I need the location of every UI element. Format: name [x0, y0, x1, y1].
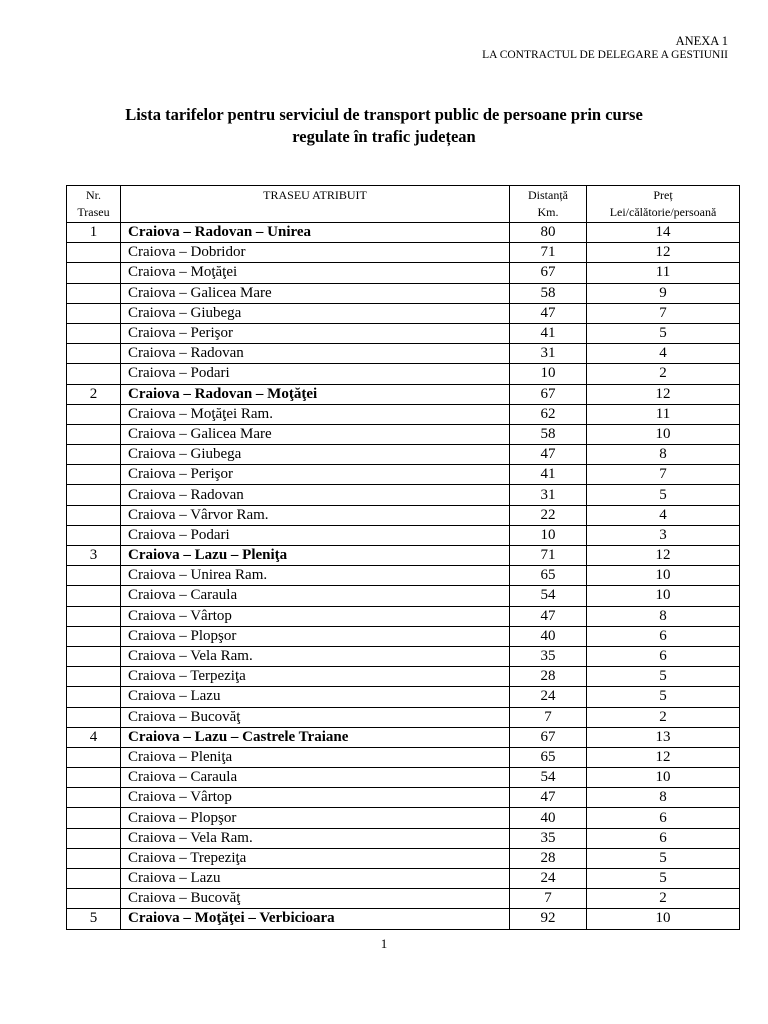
cell-distance: 47: [510, 788, 587, 808]
cell-distance: 92: [510, 909, 587, 929]
table-row: [67, 525, 740, 545]
cell-price: 6: [587, 626, 740, 646]
cell-route: Craiova – Radovan – Unirea: [121, 223, 510, 243]
table-row-main-route: [67, 223, 740, 243]
header-price: [587, 186, 740, 223]
cell-price: 5: [587, 848, 740, 868]
header-distance-line1: Distanță: [528, 188, 568, 202]
cell-distance: 54: [510, 586, 587, 606]
table-row: [67, 808, 740, 828]
cell-nr: [67, 566, 121, 586]
cell-nr: [67, 808, 121, 828]
cell-nr: [67, 687, 121, 707]
cell-route: Craiova – Lazu: [121, 869, 510, 889]
cell-distance: 35: [510, 646, 587, 666]
cell-distance: 28: [510, 848, 587, 868]
cell-distance: 10: [510, 364, 587, 384]
table-row: [67, 364, 740, 384]
cell-distance: 62: [510, 404, 587, 424]
table-header-row: [67, 186, 740, 223]
cell-price: 8: [587, 445, 740, 465]
cell-route: Craiova – Radovan: [121, 485, 510, 505]
header-route: [121, 186, 510, 223]
title-line-1: Lista tarifelor pentru serviciul de transport public de persoane prin curse: [125, 105, 643, 124]
cell-price: 7: [587, 303, 740, 323]
cell-nr: [67, 263, 121, 283]
cell-price: 6: [587, 808, 740, 828]
table-row: [67, 263, 740, 283]
cell-route: Craiova – Plopşor: [121, 626, 510, 646]
cell-route: Craiova – Radovan: [121, 344, 510, 364]
cell-nr: [67, 667, 121, 687]
contract-label: LA CONTRACTUL DE DELEGARE A GESTIUNII: [482, 49, 728, 61]
cell-price: 8: [587, 606, 740, 626]
cell-route: Craiova – Perişor: [121, 323, 510, 343]
table-row-main-route: [67, 384, 740, 404]
table-row: [67, 889, 740, 909]
cell-distance: 71: [510, 546, 587, 566]
cell-distance: 67: [510, 263, 587, 283]
cell-nr: [67, 788, 121, 808]
cell-route: Craiova – Vârvor Ram.: [121, 505, 510, 525]
cell-distance: 24: [510, 869, 587, 889]
table-row: [67, 344, 740, 364]
cell-nr: [67, 768, 121, 788]
cell-price: 9: [587, 283, 740, 303]
cell-price: 5: [587, 667, 740, 687]
cell-price: 4: [587, 344, 740, 364]
cell-nr: [67, 283, 121, 303]
title-line-2: regulate în trafic județean: [292, 127, 476, 146]
cell-route: Craiova – Lazu – Pleniţa: [121, 546, 510, 566]
cell-nr: 5: [67, 909, 121, 929]
cell-route: Craiova – Bucovăţ: [121, 707, 510, 727]
header-nr-line2: Traseu: [77, 205, 110, 219]
cell-price: 5: [587, 485, 740, 505]
table-row: [67, 606, 740, 626]
cell-distance: 41: [510, 465, 587, 485]
cell-route: Craiova – Trepeziţa: [121, 848, 510, 868]
cell-route: Craiova – Caraula: [121, 768, 510, 788]
cell-price: 5: [587, 323, 740, 343]
table-row: [67, 707, 740, 727]
table-row: [67, 566, 740, 586]
cell-nr: [67, 828, 121, 848]
cell-distance: 80: [510, 223, 587, 243]
cell-price: 10: [587, 424, 740, 444]
cell-price: 2: [587, 364, 740, 384]
cell-price: 13: [587, 727, 740, 747]
cell-price: 3: [587, 525, 740, 545]
table-row: [67, 667, 740, 687]
cell-price: 7: [587, 465, 740, 485]
cell-route: Craiova – Radovan – Moţăţei: [121, 384, 510, 404]
cell-route: Craiova – Lazu – Castrele Traiane: [121, 727, 510, 747]
cell-nr: [67, 485, 121, 505]
cell-distance: 67: [510, 384, 587, 404]
table-row: [67, 505, 740, 525]
cell-nr: [67, 586, 121, 606]
cell-route: Craiova – Dobridor: [121, 243, 510, 263]
table-row: [67, 768, 740, 788]
cell-distance: 41: [510, 323, 587, 343]
cell-nr: [67, 344, 121, 364]
cell-nr: [67, 646, 121, 666]
cell-price: 11: [587, 263, 740, 283]
cell-route: Craiova – Unirea Ram.: [121, 566, 510, 586]
cell-route: Craiova – Vela Ram.: [121, 646, 510, 666]
cell-distance: 47: [510, 303, 587, 323]
cell-route: Craiova – Galicea Mare: [121, 424, 510, 444]
cell-route: Craiova – Giubega: [121, 445, 510, 465]
cell-nr: [67, 364, 121, 384]
cell-route: Craiova – Bucovăţ: [121, 889, 510, 909]
header-price-line1: Preț: [653, 188, 673, 202]
table-row-main-route: [67, 546, 740, 566]
cell-distance: 47: [510, 445, 587, 465]
cell-price: 10: [587, 566, 740, 586]
cell-route: Craiova – Terpeziţa: [121, 667, 510, 687]
cell-distance: 58: [510, 424, 587, 444]
table-row: [67, 424, 740, 444]
cell-distance: 22: [510, 505, 587, 525]
cell-route: Craiova – Vârtop: [121, 788, 510, 808]
table-row: [67, 626, 740, 646]
cell-nr: 1: [67, 223, 121, 243]
cell-price: 10: [587, 909, 740, 929]
cell-price: 12: [587, 747, 740, 767]
cell-nr: 4: [67, 727, 121, 747]
cell-distance: 24: [510, 687, 587, 707]
cell-route: Craiova – Caraula: [121, 586, 510, 606]
table-row: [67, 243, 740, 263]
table-row-main-route: [67, 909, 740, 929]
table-row: [67, 687, 740, 707]
table-row: [67, 747, 740, 767]
annex-label: ANEXA 1: [675, 34, 728, 48]
cell-distance: 35: [510, 828, 587, 848]
cell-distance: 54: [510, 768, 587, 788]
cell-price: 10: [587, 586, 740, 606]
table-row: [67, 445, 740, 465]
cell-nr: [67, 707, 121, 727]
cell-nr: [67, 445, 121, 465]
cell-distance: 47: [510, 606, 587, 626]
header-distance: [510, 186, 587, 223]
cell-price: 10: [587, 768, 740, 788]
header-price-line2: Lei/călătorie/persoană: [609, 205, 717, 219]
cell-price: 5: [587, 687, 740, 707]
header-route-label: TRASEU ATRIBUIT: [263, 188, 367, 202]
cell-route: Craiova – Galicea Mare: [121, 283, 510, 303]
cell-distance: 65: [510, 566, 587, 586]
table-row: [67, 848, 740, 868]
table-row: [67, 485, 740, 505]
cell-nr: [67, 424, 121, 444]
header-nr-line1: Nr.: [86, 188, 101, 202]
table-row: [67, 323, 740, 343]
cell-route: Craiova – Vela Ram.: [121, 828, 510, 848]
cell-price: 2: [587, 889, 740, 909]
cell-price: 5: [587, 869, 740, 889]
cell-price: 2: [587, 707, 740, 727]
tariff-table: [66, 185, 740, 930]
cell-route: Craiova – Giubega: [121, 303, 510, 323]
cell-distance: 7: [510, 889, 587, 909]
cell-price: 6: [587, 646, 740, 666]
table-row: [67, 828, 740, 848]
table-row: [67, 465, 740, 485]
cell-route: Craiova – Lazu: [121, 687, 510, 707]
cell-route: Craiova – Moţăţei Ram.: [121, 404, 510, 424]
cell-nr: [67, 465, 121, 485]
cell-price: 6: [587, 828, 740, 848]
cell-price: 4: [587, 505, 740, 525]
cell-price: 14: [587, 223, 740, 243]
page-number: 1: [380, 936, 388, 951]
cell-nr: [67, 848, 121, 868]
table-row: [67, 788, 740, 808]
cell-price: 12: [587, 546, 740, 566]
cell-nr: [67, 606, 121, 626]
cell-price: 12: [587, 384, 740, 404]
cell-distance: 31: [510, 344, 587, 364]
cell-distance: 31: [510, 485, 587, 505]
cell-distance: 71: [510, 243, 587, 263]
cell-nr: [67, 525, 121, 545]
cell-distance: 58: [510, 283, 587, 303]
cell-price: 8: [587, 788, 740, 808]
cell-distance: 67: [510, 727, 587, 747]
table-row: [67, 646, 740, 666]
header-nr: [67, 186, 121, 223]
cell-distance: 28: [510, 667, 587, 687]
cell-price: 12: [587, 243, 740, 263]
cell-nr: 2: [67, 384, 121, 404]
table-body: [67, 223, 740, 930]
cell-nr: [67, 505, 121, 525]
cell-route: Craiova – Perişor: [121, 465, 510, 485]
cell-nr: [67, 404, 121, 424]
cell-nr: [67, 747, 121, 767]
table-row-main-route: [67, 727, 740, 747]
cell-route: Craiova – Vârtop: [121, 606, 510, 626]
cell-distance: 40: [510, 808, 587, 828]
cell-nr: [67, 869, 121, 889]
cell-route: Craiova – Podari: [121, 525, 510, 545]
cell-route: Craiova – Podari: [121, 364, 510, 384]
table-row: [67, 283, 740, 303]
cell-distance: 65: [510, 747, 587, 767]
cell-nr: [67, 243, 121, 263]
cell-nr: [67, 303, 121, 323]
header-distance-line2: Km.: [537, 205, 559, 219]
cell-nr: [67, 323, 121, 343]
table-row: [67, 303, 740, 323]
cell-price: 11: [587, 404, 740, 424]
annex-header: [482, 34, 728, 62]
cell-distance: 7: [510, 707, 587, 727]
cell-route: Craiova – Moţăţei – Verbicioara: [121, 909, 510, 929]
cell-distance: 10: [510, 525, 587, 545]
cell-route: Craiova – Plopşor: [121, 808, 510, 828]
cell-nr: [67, 626, 121, 646]
table-row: [67, 586, 740, 606]
cell-nr: 3: [67, 546, 121, 566]
cell-distance: 40: [510, 626, 587, 646]
cell-route: Craiova – Pleniţa: [121, 747, 510, 767]
cell-nr: [67, 889, 121, 909]
table-row: [67, 404, 740, 424]
cell-route: Craiova – Moţăţei: [121, 263, 510, 283]
table-row: [67, 869, 740, 889]
document-title: [60, 104, 708, 148]
